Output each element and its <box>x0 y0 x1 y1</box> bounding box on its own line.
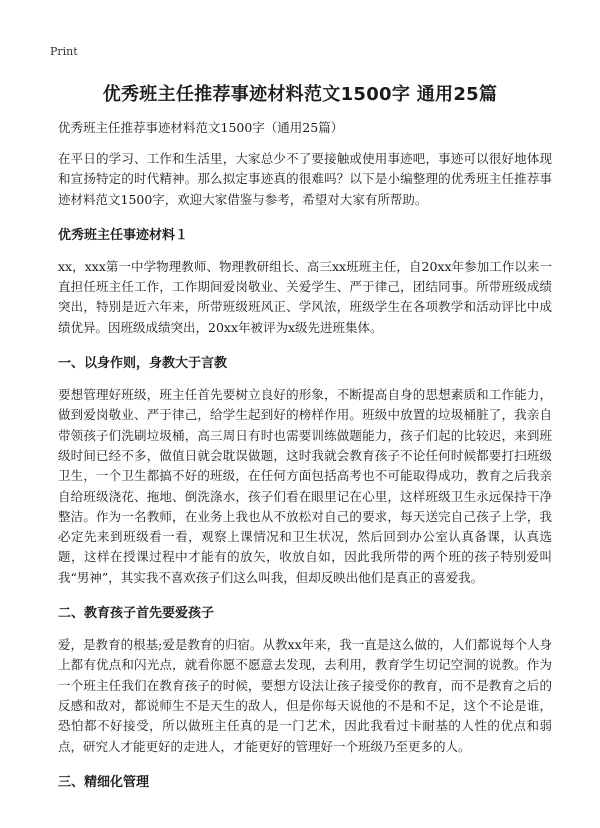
subheading-two: 二、教育孩子首先要爱孩子 <box>58 606 215 622</box>
document-body <box>58 118 552 804</box>
section-1-paragraph: xx，xxx第一中学物理教师、物理教研组长、高三xx班班主任，自20xx年参加工作以来一直担任班主任工作，工作期间爱岗敬业、关爱学生、严于律己，团结同事。所带班级成绩突出，特别是近六年来，所带班级班风正、学风浓，班级学生在各项教学和活动评比中成绩优异。因班级成绩突出，20xx年被评为x级先进班集体。 <box>58 258 552 335</box>
section-heading-1: 优秀班主任事迹材料１ <box>58 227 189 243</box>
document-title: 优秀班主任推荐事迹材料范文1500字 通用25篇 <box>102 84 498 105</box>
document-subtitle: 优秀班主任推荐事迹材料范文1500字（通用25篇） <box>58 120 344 135</box>
paragraph-two: 爱，是教育的根基;爱是教育的归宿。从教xx年来，我一直是这么做的，人们都说每个人身上都有优点和闪光点，就看你愿不愿意去发现，去利用，教育学生切记空洞的说教。作为一个班主任我们在教育孩子的时候，要想方设法让孩子接受你的教育，而不是教育之后的反感和敌对，都说师生不是天生的敌人，但是你每天说他的不是和不足，这个不论是谁，恐怕都不好接受，所以做班主任真的是一门艺术，因此我看过卡耐基的人性的优点和弱点，研究人才能更好的走进人，才能更好的管理好一个班级乃至更多的人。 <box>58 637 552 754</box>
print-link[interactable]: Print <box>50 45 78 58</box>
subheading-one: 一、以身作则，身教大于言教 <box>58 356 228 372</box>
paragraph-one: 要想管理好班级，班主任首先要树立良好的形象，不断提高自身的思想素质和工作能力，做到爱岗敬业、严于律己，给学生起到好的榜样作用。班级中放置的垃圾桶脏了，我亲自带领孩子们洗刷垃圾桶，高三周日有时也需要训练做题能力，孩子们起的比较迟，来到班级时间已经不多，做值日就会耽误做题，这时我就会教育孩子不论任何时候都要打扫班级卫生，一个卫生都搞不好的班级，在任何方面包括高考也不可能取得成功，教育之后我亲自给班级浇花、拖地、倒洗涤水，孩子们看在眼里记在心里，这样班级卫生永远保持干净整洁。作为一名教师，在业务上我也从不放松对自己的要求，每天送完自己孩子上学，我必定先来到班级看一看，观察上课情况和卫生状况，然后回到办公室认真备课，认真选题，这样在授课过程中才能有的放矢，收放自如，因此我所带的两个班的孩子特别爱叫我“男神”，其实我不喜欢孩子们这么叫我，但却反映出他们是真正的喜爱我。 <box>58 387 552 585</box>
subheading-three: 三、精细化管理 <box>58 774 150 790</box>
intro-paragraph: 在平日的学习、工作和生活里，大家总少不了要接触或使用事迹吧，事迹可以很好地体现和宣扬特定的时代精神。那么拟定事迹真的很难吗？以下是小编整理的优秀班主任推荐事迹材料范文1500字，欢迎大家借鉴与参考，希望对大家有所帮助。 <box>58 151 552 207</box>
